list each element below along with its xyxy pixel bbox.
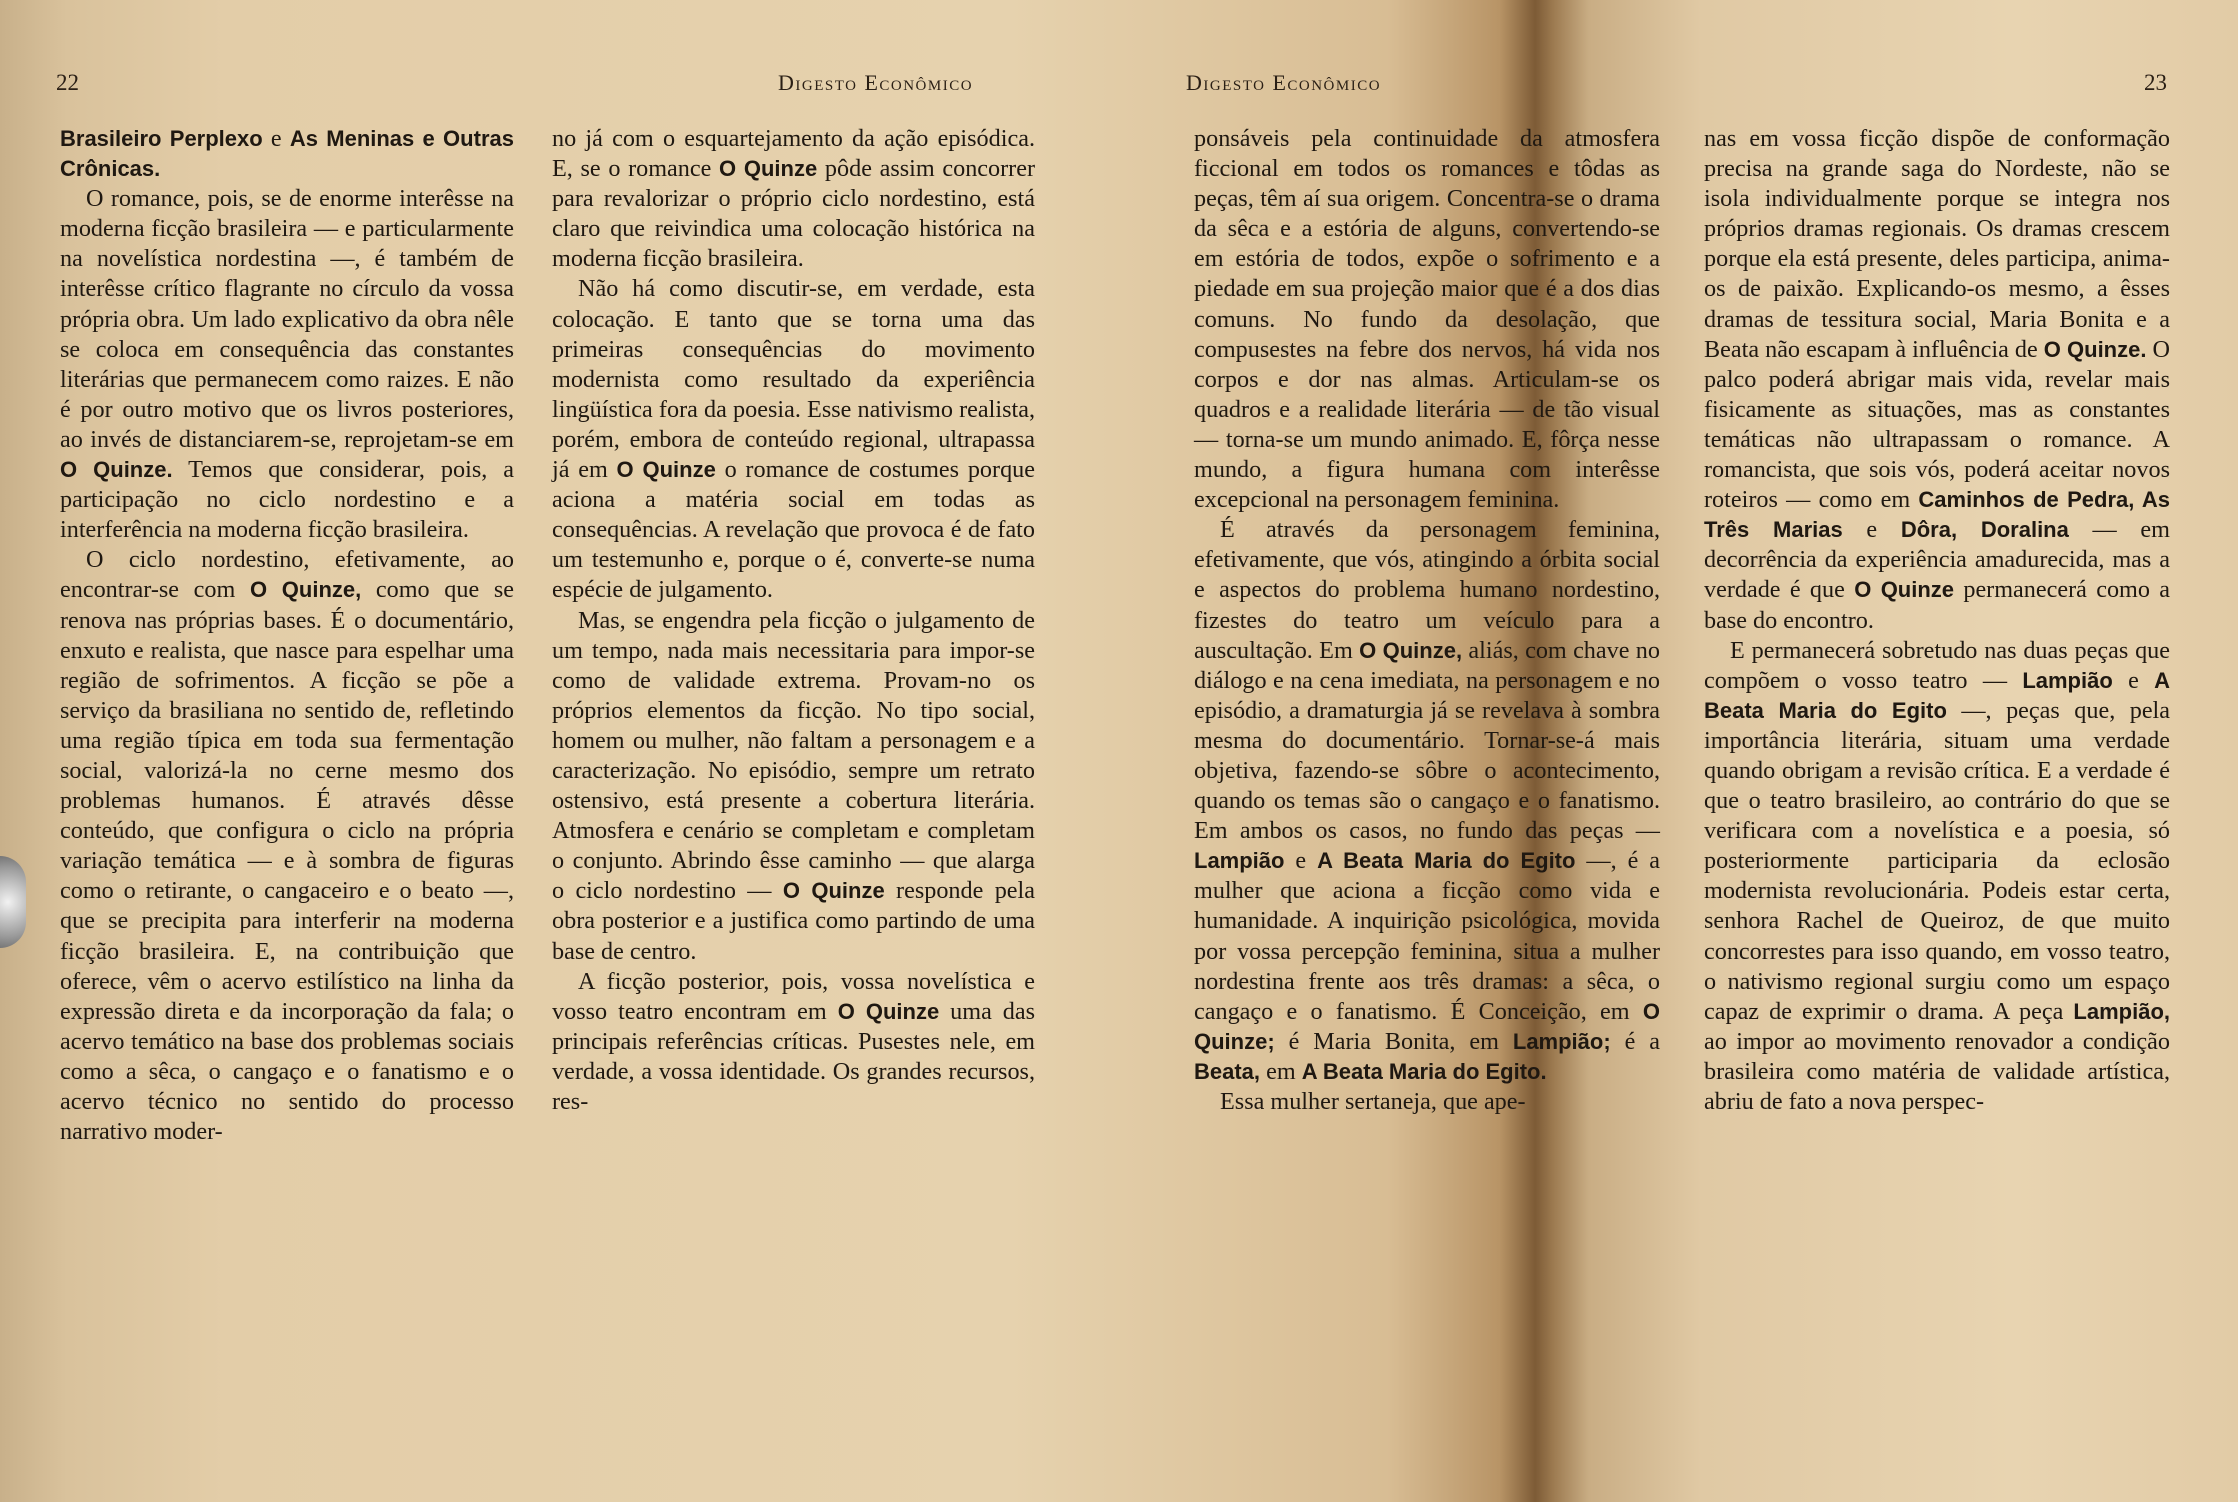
text-column — [1194, 124, 1660, 1117]
text-column — [1704, 124, 2170, 1117]
paragraph: ponsáveis pela continuidade da atmosfera ficcional em todos os romances e tôdas as peças, têm aí sua origem. Concentra-se o drama da sêca e a estória de alguns, convertendo-se em estória de todos, expõe o sofrimento e a piedade em sua projeção maior que é a dos dias comuns. No fundo da desolação, que compusestes na febre dos nervos, há vida nos corpos e dor nas almas. Articulam-se os quadros e a realidade literária — de tão visual — torna-se um mundo animado. E, fôrça nesse mundo, a figura humana com interêsse excepcional na personagem feminina. — [1194, 125, 1660, 514]
left-page — [0, 0, 1110, 1502]
paragraph: Essa mulher sertaneja, que ape- — [1220, 1088, 1526, 1115]
text-column — [552, 124, 1035, 1117]
paragraph: no já com o esquartejamento da ação episódica. E, se o romance O Quinze pôde assim concorrer para revalorizar o próprio ciclo nordestino, está claro que reivindica uma colocação histórica na moderna ficção brasileira. — [552, 125, 1036, 273]
right-page — [1120, 0, 2238, 1502]
text-column — [60, 124, 514, 1147]
paragraph: Mas, se engendra pela ficção o julgamento de um tempo, nada mais necessitaria para impor-se como de validade extrema. Provam-no os próprios elementos da ficção. No tipo social, homem ou mulher, não faltam a personagem e a caracterização. No episódio, sempre um retrato ostensivo, está presente a cobertura literária. Atmosfera e cenário se completam e completam o conjunto. Abrindo êsse caminho — que alarga o ciclo nordestino — O Quinze responde pela obra posterior e a justifica como partindo de uma base de centro. — [552, 606, 1035, 965]
paragraph: nas em vossa ficção dispõe de conformação precisa na grande saga do Nordeste, não se isola individualmente porque se integra nos próprios dramas regionais. Os dramas crescem porque ela está presente, deles participa, anima-os de paixão. Explicando-os mesmo, a êsses dramas de tessitura social, Maria Bonita e a Beata não escapam à influência de O Quinze. O palco poderá abrigar mais vida, revelar mais fisicamente as situações, mas as constantes temáticas não ultrapassam o romance. A romancista, que sois vós, poderá aceitar novos roteiros — como em Caminhos de Pedra, As Três Marias e Dôra, Doralina — em decorrência da experiência amadurecida, mas a verdade é que O Quinze permanecerá como a base do encontro. — [1704, 125, 2171, 634]
paragraph: Não há como discutir-se, em verdade, esta colocação. E tanto que se torna uma das primeiras consequências do movimento modernista como resultado da experiência lingüística fora da poesia. Esse nativismo realista, porém, embora de conteúdo regional, ultrapassa já em O Quinze o romance de costumes porque aciona a matéria social em todas as consequências. A revelação que provoca é de fato um testemunho e, porque o é, converte-se numa espécie de julgamento. — [552, 275, 1035, 604]
paragraph: O romance, pois, se de enorme interêsse na moderna ficção brasileira — e particularmente na novelística nordestina —, é também de interêsse crítico flagrante no círculo da vossa própria obra. Um lado explicativo da obra nêle se coloca em consequência das constantes literárias que permanecem como raizes. E não é por outro motivo que os livros posteriores, ao invés de distanciarem-se, reprojetam-se em O Quinze. Temos que considerar, pois, a participação no ciclo nordestino e a interferência na moderna ficção brasileira. — [60, 185, 514, 544]
paragraph: E permanecerá sobretudo nas duas peças que compõem o vosso teatro — Lampião e A Beata Maria do Egito —, peças que, pela importância literária, situam uma verdade quando obrigam a revisão crítica. E a verdade é que o teatro brasileiro, ao contrário do que se verificara com a novelística e a poesia, só posteriormente participaria da eclosão modernista revolucionária. Podeis estar certa, senhora Rachel de Queiroz, de que muito concorrestes para isso quando, em vosso teatro, o nativismo regional surgiu como um espaço capaz de exprimir o drama. A peça Lampião, ao impor ao movimento renovador a condição brasileira como matéria de validade artística, abriu de fato a nova perspec- — [1704, 636, 2171, 1115]
paragraph: A ficção posterior, pois, vossa novelística e vosso teatro encontram em O Quinze uma das principais referências críticas. Pusestes nele, em verdade, a vossa identidade. Os grandes recursos, res- — [552, 967, 1036, 1115]
page-number: 23 — [2144, 70, 2167, 95]
running-head: Digesto Econômico — [1186, 70, 1382, 95]
page-number: 22 — [56, 70, 79, 95]
running-head: Digesto Econômico — [778, 70, 974, 95]
paragraph: É através da personagem feminina, efetivamente, que vós, atingindo a órbita social e aspectos do problema humano nordestino, fizestes do teatro um veículo para a auscultação. Em O Quinze, aliás, com chave no diálogo e na cena imediata, na personagem e no episódio, a dramaturgia já se revelava à sombra mesma do documentário. Tornar-se-á mais objetiva, fazendo-se sôbre o acontecimento, quando os temas são o cangaço e o fanatismo. Em ambos os casos, no fundo das peças — Lampião e A Beata Maria do Egito —, é a mulher que aciona a ficção como vida e humanidade. A inquirição psicológica, movida por vossa percepção feminina, situa a mulher nordestina frente aos três dramas: a sêca, o cangaço e o fanatismo. É Conceição, em O Quinze; é Maria Bonita, em Lampião; é a Beata, em A Beata Maria do Egito. — [1194, 516, 1660, 1085]
paragraph: O ciclo nordestino, efetivamente, ao encontrar-se com O Quinze, como que se renova nas próprias bases. É o documentário, enxuto e realista, que nasce para espelhar uma região de sofrimentos. A ficção se põe a serviço da brasiliana no sentido de, refletindo uma região típica em toda sua fermentação social, valorizá-la no cerne mesmo dos problemas humanos. É através dêsse conteúdo, que configura o ciclo na própria variação temática — e à sombra de figuras como o retirante, o cangaceiro e o beato —, que se precipita para interferir na moderna ficção brasileira. E, na contribuição que oferece, vêm o acervo estilístico na linha da expressão direta e da incorporação da fala; o acervo temático na base dos problemas sociais como a sêca, o cangaço e o fanatismo e o acervo técnico no sentido do processo narrativo moder- — [60, 546, 514, 1146]
paragraph: Brasileiro Perplexo e As Meninas e Outras Crônicas. — [60, 125, 514, 182]
